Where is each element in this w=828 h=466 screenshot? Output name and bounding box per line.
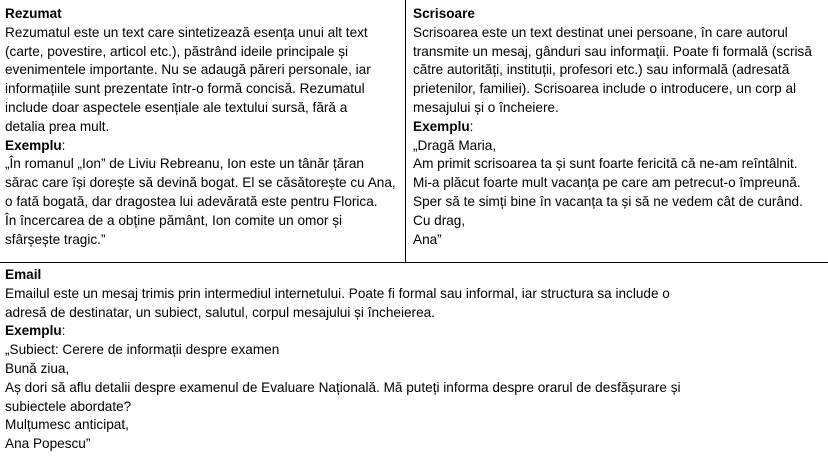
email-example-label: Exemplu xyxy=(5,323,62,339)
email-example-heading xyxy=(5,322,828,341)
scrisoare-example-line: Mi-a plăcut foarte mult vacanța pe care am petrecut-o împreună. xyxy=(413,175,801,191)
scrisoare-example-label: Exemplu xyxy=(413,118,470,134)
email-example-colon: : xyxy=(61,323,66,339)
email-description-line: Emailul este un mesaj trimis prin intermediul internetului. Poate fi formal sau informal, iar structura sa include o xyxy=(5,285,670,301)
email-example-line: subiectele abordate? xyxy=(5,398,132,414)
scrisoare-cell xyxy=(406,0,828,263)
email-title: Email xyxy=(5,267,42,282)
rezumat-cell xyxy=(0,0,406,263)
rezumat-description-line: detalia prea mult. xyxy=(5,118,110,134)
scrisoare-description-line: mesajului și o încheiere. xyxy=(413,99,559,115)
scrisoare-description-line: transmite un mesaj, gânduri sau informații. Poate fi formală (scrisă xyxy=(413,43,812,59)
rezumat-example-line: o fată bogată, dar dragostea lui adevărată este pentru Florica. xyxy=(5,193,378,209)
rezumat-example-heading xyxy=(5,137,405,156)
rezumat-example-line: sfârșește tragic.” xyxy=(5,231,106,247)
rezumat-description-line: informațiile sunt prezentate într-o formă concisă. Rezumatul xyxy=(5,81,365,97)
email-example-line: Mulțumesc anticipat, xyxy=(5,417,129,433)
rezumat-example-label: Exemplu xyxy=(5,137,62,153)
rezumat-example-line: În încercarea de a obține pământ, Ion comite un omor și xyxy=(5,212,343,228)
email-example-line: Aș dori să aflu detalii despre examenul de Evaluare Națională. Mă puteți informa despre orarul de desfășurare și xyxy=(5,379,681,395)
rezumat-example-line: sărac care își dorește să devină bogat. El se căsătorește cu Ana, xyxy=(5,175,396,191)
rezumat-description-line: evenimentele importante. Nu se adaugă păreri personale, iar xyxy=(5,62,371,78)
scrisoare-example-line: Ana” xyxy=(413,231,442,247)
email-example-line: Bună ziua, xyxy=(5,360,70,376)
scrisoare-example-line: Sper să te simți bine în vacanța ta și să ne vedem cât de curând. xyxy=(413,193,803,209)
scrisoare-title: Scrisoare xyxy=(413,6,475,21)
email-description-line: adresă de destinatar, un subiect, salutul, corpul mesajului și încheierea. xyxy=(5,304,435,320)
rezumat-title: Rezumat xyxy=(5,6,62,21)
scrisoare-description-line: Scrisoarea este un text destinat unei persoane, în care autorul xyxy=(413,24,788,40)
rezumat-description-line: (carte, povestire, articol etc.), păstrând ideile principale și xyxy=(5,43,349,59)
email-example-line: Ana Popescu” xyxy=(5,436,91,452)
scrisoare-example-line: Am primit scrisoarea ta și sunt foarte fericită că ne-am reîntâlnit. xyxy=(413,156,798,172)
scrisoare-example-line: Cu drag, xyxy=(413,212,466,228)
rezumat-example-line: „În romanul „Ion” de Liviu Rebreanu, Ion este un tânăr țăran xyxy=(5,156,364,172)
scrisoare-description-line: prietenilor, familiei). Scrisoarea include o introducere, un corp al xyxy=(413,81,797,97)
rezumat-example-colon: : xyxy=(61,137,66,153)
email-cell xyxy=(0,263,828,466)
scrisoare-example-line: „Dragă Maria, xyxy=(413,137,497,153)
rezumat-description-line: include doar aspectele esențiale ale textului sursă, fără a xyxy=(5,99,348,115)
scrisoare-example-heading xyxy=(413,118,828,137)
scrisoare-description-line: către autorități, instituții, profesori etc.) sau informală (adresată xyxy=(413,62,790,78)
rezumat-description-line: Rezumatul este un text care sintetizează esența unui alt text xyxy=(5,24,368,40)
email-example-line: „Subiect: Cerere de informații despre examen xyxy=(5,342,280,358)
scrisoare-example-colon: : xyxy=(469,118,474,134)
